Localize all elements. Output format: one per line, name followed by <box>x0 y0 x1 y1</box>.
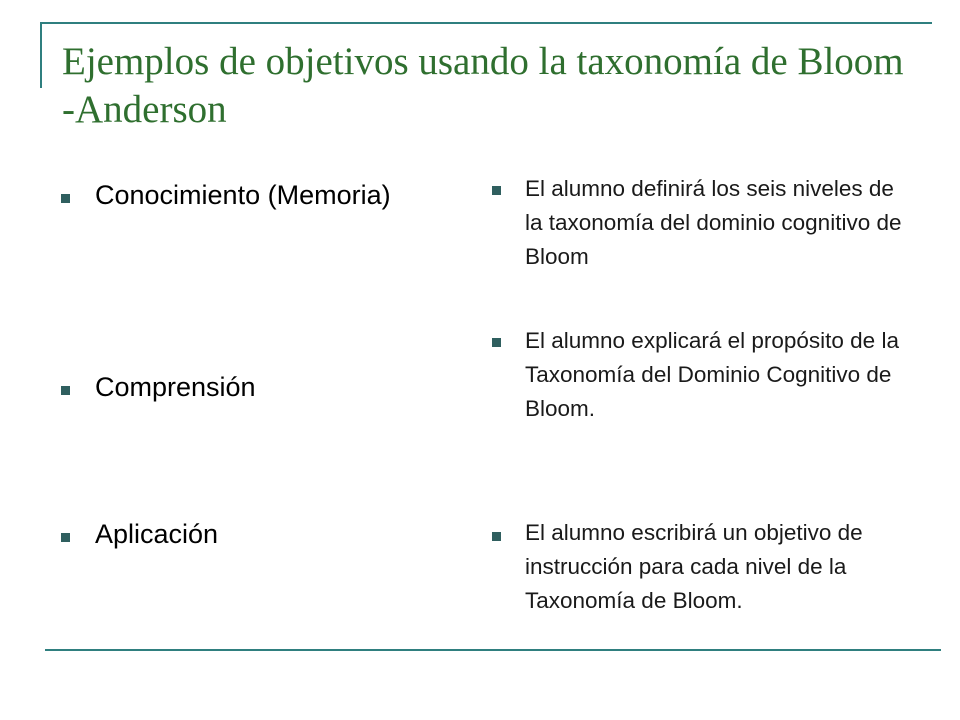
bullet-icon <box>61 194 70 203</box>
level-item-knowledge: Conocimiento (Memoria) <box>95 180 391 210</box>
slide-title: Ejemplos de objetivos usando la taxonomía de Bloom -Anderson <box>62 40 904 131</box>
bottom-rule <box>45 649 941 651</box>
objective-item-application: El alumno escribirá un objetivo de instrucción para cada nivel de la Taxonomía de Bloom. <box>525 520 863 613</box>
level-item-comprehension: Comprensión <box>95 372 256 402</box>
bullet-icon <box>492 186 501 195</box>
left-rule <box>40 22 42 88</box>
bullet-icon <box>61 533 70 542</box>
bullet-icon <box>492 338 501 347</box>
level-item-application: Aplicación <box>95 519 219 549</box>
top-rule <box>40 22 932 24</box>
objective-item-comprehension: El alumno explicará el propósito de la Taxonomía del Dominio Cognitivo de Bloom. <box>525 328 899 421</box>
bullet-icon <box>492 532 501 541</box>
objective-item-knowledge: El alumno definirá los seis niveles de la taxonomía del dominio cognitivo de Bloom <box>525 176 902 269</box>
bullet-icon <box>61 386 70 395</box>
